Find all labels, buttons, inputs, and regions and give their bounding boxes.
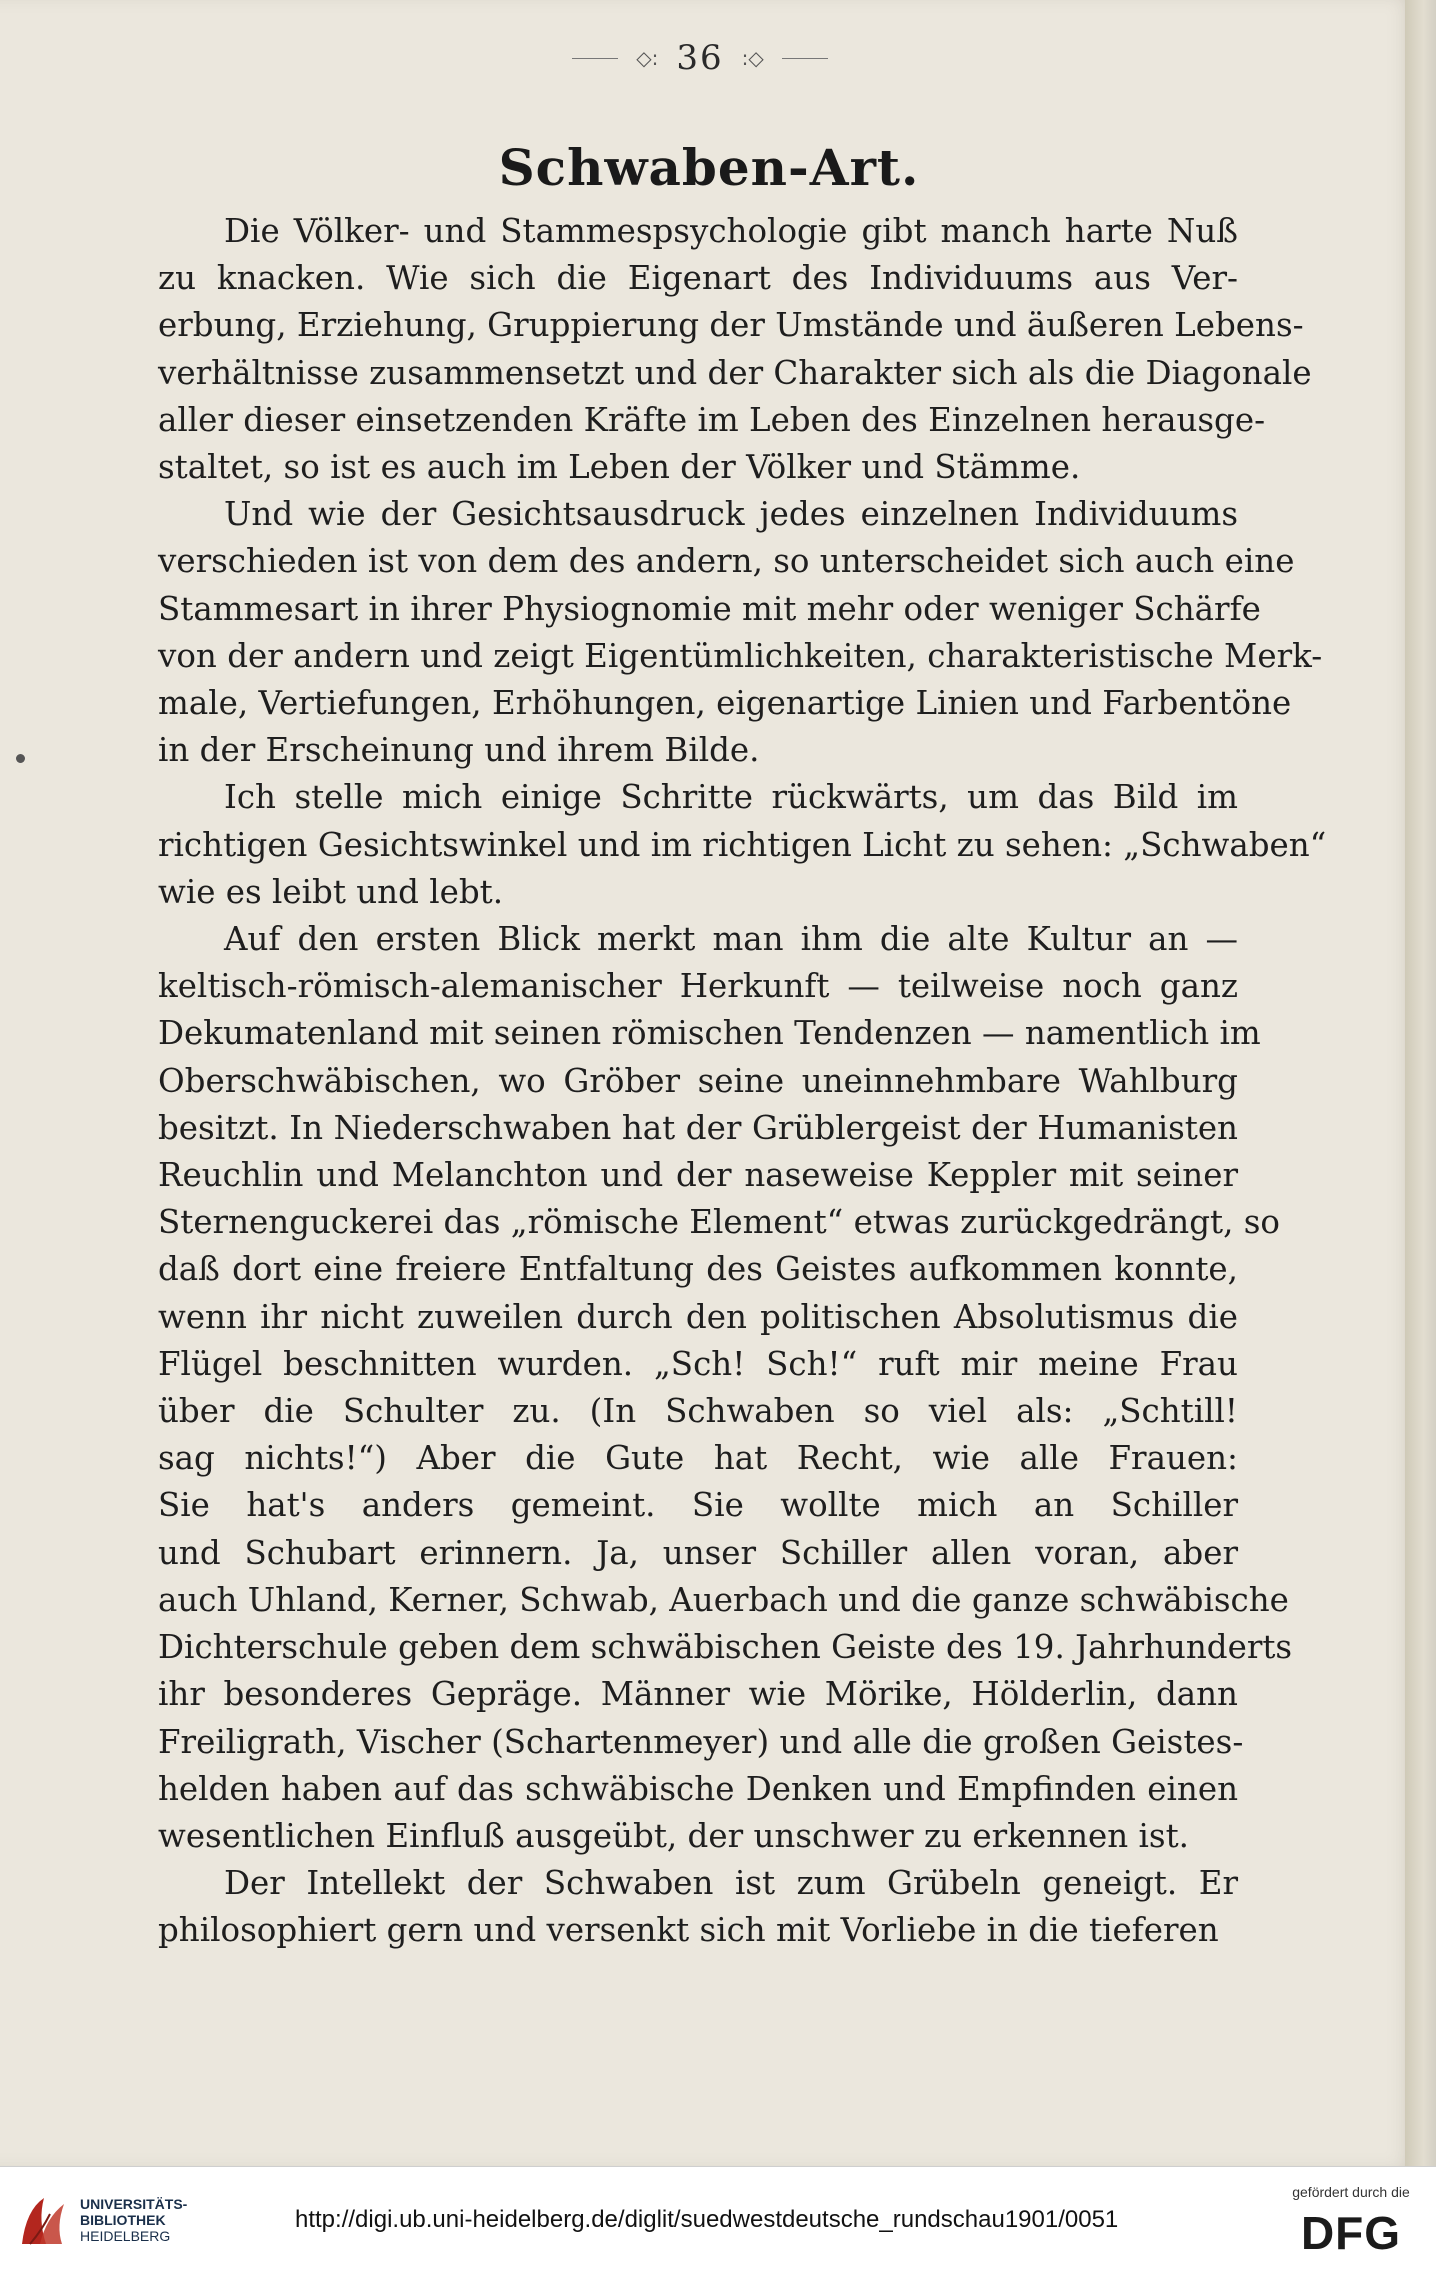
text-line: keltisch-römisch-alemanischer Herkunft — teilweise noch ganz [158,967,1238,1006]
paragraph [158,1860,1238,1954]
chapter-title: Schwaben-Art. [498,138,920,197]
text-line: aller dieser einsetzenden Kräfte im Leben des Einzelnen herausge- [158,400,1266,439]
text-line: wenn ihr nicht zuweilen durch den politischen Absolutismus die [158,1297,1238,1336]
paragraph [158,916,1293,1860]
text-line: Auf den ersten Blick merkt man ihm die alte Kultur an — [224,920,1238,959]
text-line: Sternenguckerei das „römische Element“ etwas zurückgedrängt, so [158,1203,1280,1242]
paragraph [158,208,1312,491]
ornament-right: :◇ [741,46,764,70]
text-line: richtigen Gesichtswinkel und im richtigen Licht zu sehen: „Schwaben“ [158,825,1327,864]
dfg-logo: DFG [1300,2207,1402,2259]
text-line: auch Uhland, Kerner, Schwab, Auerbach und die ganze schwäbische [158,1580,1289,1619]
text-line: erbung, Erziehung, Gruppierung der Umstände und äußeren Lebens- [158,306,1304,345]
text-line: besitzt. In Niederschwaben hat der Grüblergeist der Humanisten [158,1108,1238,1147]
text-line: Stammesart in ihrer Physiognomie mit mehr oder weniger Schärfe [158,589,1261,628]
text-line: Flügel beschnitten wurden. „Sch! Sch!“ ruft mir meine Frau [158,1344,1238,1383]
text-line: Ich stelle mich einige Schritte rückwärts, um das Bild im [224,778,1238,817]
text-line: staltet, so ist es auch im Leben der Völker und Stämme. [158,448,1081,487]
text-line: über die Schulter zu. (In Schwaben so viel als: „Schtill! [158,1392,1238,1431]
text-line: Die Völker- und Stammespsychologie gibt manch harte Nuß [224,212,1238,250]
library-name-line1: UNIVERSITÄTS- [80,2196,188,2212]
text-line: und Schubart erinnern. Ja, unser Schiller allen voran, aber [158,1533,1238,1572]
text-line: male, Vertiefungen, Erhöhungen, eigenartige Linien und Farbentöne [158,684,1292,723]
text-line: verschieden ist von dem des andern, so unterscheidet sich auch eine [158,542,1295,581]
text-line: wesentlichen Einfluß ausgeübt, der unschwer zu erkennen ist. [158,1816,1189,1855]
text-line: daß dort eine freiere Entfaltung des Geistes aufkommen konnte, [158,1250,1238,1289]
source-url-link[interactable]: http://digi.ub.uni-heidelberg.de/diglit/suedwestdeutsche_rundschau1901/0051 [295,2206,1119,2233]
text-line: zu knacken. Wie sich die Eigenart des Individuums aus Ver- [158,259,1238,298]
text-line: Und wie der Gesichtsausdruck jedes einzelnen Individuums [224,495,1238,534]
header-rule-left [572,58,618,59]
page-header [560,38,840,78]
text-line: ihr besonderes Gepräge. Männer wie Mörike, Hölderlin, dann [158,1675,1238,1714]
scan-speck [16,754,25,763]
text-line: Dekumatenland mit seinen römischen Tendenzen — namentlich im [158,1014,1261,1053]
header-rule-right [782,58,828,59]
text-line: helden haben auf das schwäbische Denken und Empfinden einen [158,1769,1238,1808]
text-line: Freiligrath, Vischer (Schartenmeyer) und alle die großen Geistes- [158,1722,1244,1761]
page-edge [1405,0,1436,2166]
page-number: 36 [676,38,724,78]
text-line: philosophiert gern und versenkt sich mit Vorliebe in die tieferen [158,1911,1219,1950]
paragraph [158,774,1327,916]
funded-by-label: gefördert durch die [1292,2184,1410,2200]
library-logo-icon [16,2190,72,2250]
text-line: Der Intellekt der Schwaben ist zum Grübeln geneigt. Er [224,1864,1238,1903]
paragraph [158,491,1323,774]
text-line: verhältnisse zusammensetzt und der Charakter sich als die Diagonale [158,353,1312,392]
library-name-line2: BIBLIOTHEK [80,2212,166,2228]
text-line: Sie hat's anders gemeint. Sie wollte mich an Schiller [158,1486,1238,1525]
text-line: Dichterschule geben dem schwäbischen Geiste des 19. Jahrhunderts [158,1628,1293,1667]
text-line: Oberschwäbischen, wo Gröber seine uneinnehmbare Wahlburg [158,1061,1238,1100]
text-line: in der Erscheinung und ihrem Bilde. [158,731,760,770]
text-line: sag nichts!“) Aber die Gute hat Recht, wie alle Frauen: [158,1439,1238,1478]
library-name [80,2196,187,2244]
library-name-line3: HEIDELBERG [80,2228,171,2244]
text-line: von der andern und zeigt Eigentümlichkeiten, charakteristische Merk- [158,636,1323,675]
ornament-left: ◇: [636,46,659,70]
text-line: Reuchlin und Melanchton und der naseweise Keppler mit seiner [158,1156,1238,1195]
body-text [158,208,1327,1955]
text-line: wie es leibt und lebt. [158,872,504,911]
